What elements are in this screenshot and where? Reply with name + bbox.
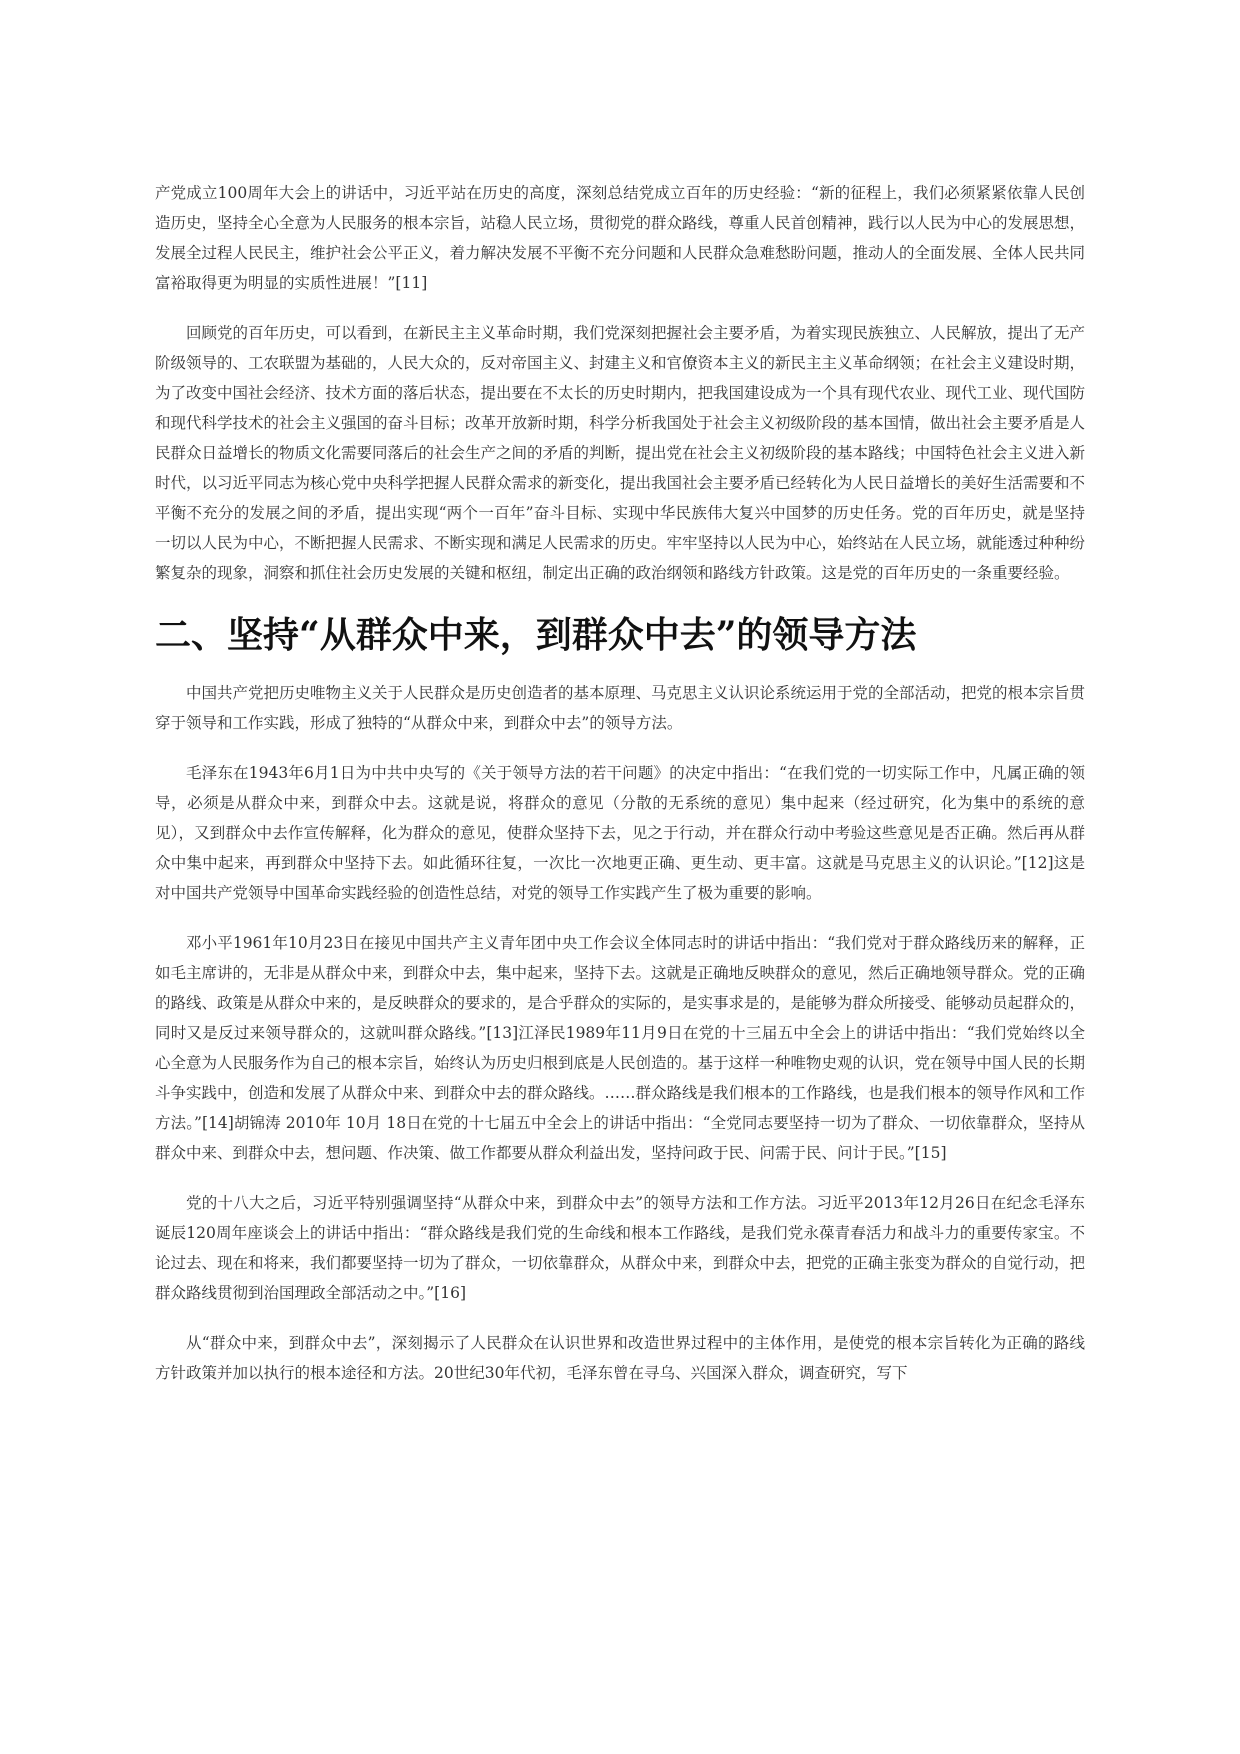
- paragraph-deng-jiang-hu: 邓小平1961年10月23日在接见中国共产主义青年团中央工作会议全体同志时的讲话中指出：“我们党对于群众路线历来的解释，正如毛主席讲的，无非是从群众中来，到群众中去，集中起来，坚持下去。这就是正确地反映群众的意见，然后正确地领导群众。党的正确的路线、政策是从群众中来的，是反映群众的要求的，是合乎群众的实际的，是实事求是的，是能够为群众所接受、能够动员起群众的，同时又是反过来领导群众的，这就叫群众路线。”[13]江泽民1989年11月9日在党的十三届五中全会上的讲话中指出：“我们党始终以全心全意为人民服务作为自己的根本宗旨，始终认为历史归根到底是人民创造的。基于这样一种唯物史观的认识，党在领导中国人民的长期斗争实践中，创造和发展了从群众中来、到群众中去的群众路线。……群众路线是我们根本的工作路线，也是我们根本的领导作风和工作方法。”[14]胡锦涛 2010年 10月 18日在党的十七届五中全会上的讲话中指出：“全党同志要坚持一切为了群众、一切依靠群众，坚持从群众中来、到群众中去，想问题、作决策、做工作都要从群众利益出发，坚持问政于民、问需于民、问计于民。”[15]: [155, 934, 1086, 1162]
- paragraph-review: 回顾党的百年历史，可以看到，在新民主主义革命时期，我们党深刻把握社会主要矛盾，为着实现民族独立、人民解放，提出了无产阶级领导的、工农联盟为基础的，人民大众的，反对帝国主义、封建主义和官僚资本主义的新民主主义革命纲领；在社会主义建设时期，为了改变中国社会经济、技术方面的落后状态，提出要在不太长的历史时期内，把我国建设成为一个具有现代农业、现代工业、现代国防和现代科学技术的社会主义强国的奋斗目标；改革开放新时期，科学分析我国处于社会主义初级阶段的基本国情，做出社会主要矛盾是人民群众日益增长的物质文化需要同落后的社会生产之间的矛盾的判断，提出党在社会主义初级阶段的基本路线；中国特色社会主义进入新时代，以习近平同志为核心党中央科学把握人民群众需求的新变化，提出我国社会主要矛盾已经转化为人民日益增长的美好生活需要和不平衡不充分的发展之间的矛盾，提出实现“两个一百年”奋斗目标、实现中华民族伟大复兴中国梦的历史任务。党的百年历史，就是坚持一切以人民为中心，不断把握人民需求、不断实现和满足人民需求的历史。牢牢坚持以人民为中心，始终站在人民立场，就能透过种种纷繁复杂的现象，洞察和抓住社会历史发展的关键和枢纽，制定出正确的政治纲领和路线方针政策。这是党的百年历史的一条重要经验。: [155, 324, 1086, 582]
- paragraph-continuation: 产党成立100周年大会上的讲话中，习近平站在历史的高度，深刻总结党成立百年的历史经验：“新的征程上，我们必须紧紧依靠人民创造历史，坚持全心全意为人民服务的根本宗旨，站稳人民立场，贯彻党的群众路线，尊重人民首创精神，践行以人民为中心的发展思想，发展全过程人民民主，维护社会公平正义，着力解决发展不平衡不充分问题和人民群众急难愁盼问题，推动人的全面发展、全体人民共同富裕取得更为明显的实质性进展！”[11]: [155, 184, 1086, 292]
- paragraph-mao: 毛泽东在1943年6月1日为中共中央写的《关于领导方法的若干问题》的决定中指出：“在我们党的一切实际工作中，凡属正确的领导，必须是从群众中来，到群众中去。这就是说，将群众的意见（分散的无系统的意见）集中起来（经过研究，化为集中的系统的意见），又到群众中去作宣传解释，化为群众的意见，使群众坚持下去，见之于行动，并在群众行动中考验这些意见是否正确。然后再从群众中集中起来，再到群众中坚持下去。如此循环往复，一次比一次地更正确、更生动、更丰富。这就是马克思主义的认识论。”[12]这是对中国共产党领导中国革命实践经验的创造性总结，对党的领导工作实践产生了极为重要的影响。: [155, 764, 1085, 902]
- paragraph-mass-line: 从“群众中来，到群众中去”，深刻揭示了人民群众在认识世界和改造世界过程中的主体作用，是使党的根本宗旨转化为正确的路线方针政策并加以执行的根本途径和方法。20世纪30年代初，毛泽东曾在寻乌、兴国深入群众，调查研究，写下: [155, 1334, 1085, 1382]
- paragraph-intro: 中国共产党把历史唯物主义关于人民群众是历史创造者的基本原理、马克思主义认识论系统运用于党的全部活动，把党的根本宗旨贯穿于领导和工作实践，形成了独特的“从群众中来，到群众中去”的领导方法。: [155, 684, 1086, 732]
- section-heading: 二、坚持“从群众中来，到群众中去”的领导方法: [155, 614, 917, 656]
- paragraph-xi: 党的十八大之后，习近平特别强调坚持“从群众中来，到群众中去”的领导方法和工作方法。习近平2013年12月26日在纪念毛泽东诞辰120周年座谈会上的讲话中指出：“群众路线是我们党的生命线和根本工作路线，是我们党永葆青春活力和战斗力的重要传家宝。不论过去、现在和将来，我们都要坚持一切为了群众，一切依靠群众，从群众中来，到群众中去，把党的正确主张变为群众的自觉行动，把群众路线贯彻到治国理政全部活动之中。”[16]: [155, 1194, 1086, 1302]
- document-page: [155, 178, 1085, 1408]
